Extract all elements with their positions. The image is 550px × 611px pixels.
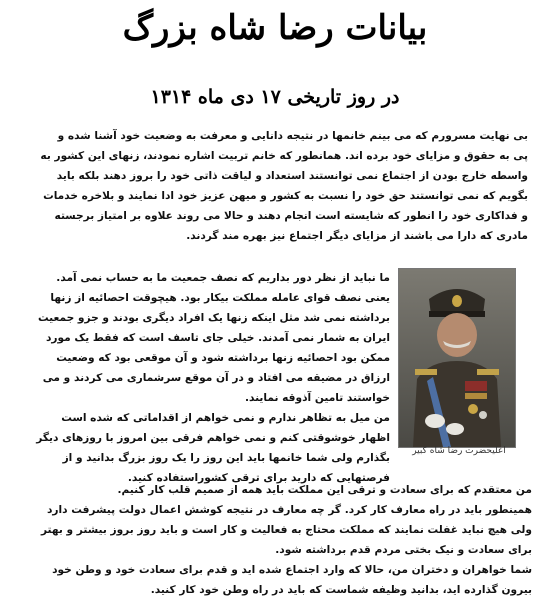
text-line: فرصتهایی که دارید برای ترقی کشوراستفاده کنید.	[127, 472, 390, 484]
paragraph-1	[30, 126, 528, 246]
paragraph-2	[30, 268, 390, 483]
text-line: بی نهایت مسرورم که می بینم خانمها در نتیجه دانایی و معرفت به وضعیت خود آشنا شده و	[57, 130, 528, 142]
text-line: بگویم که نمی توانستند حق خود را نسبت به کشور و میهن عزیز خود ادا نمایند و بلاخره خدمات	[43, 190, 528, 202]
text-line: بیرون گذارده اید، بدانید وظیفه شماست که باید در راه وطن خود کار کنید.	[150, 584, 532, 596]
text-line: ارزاق در مضیقه می افتاد و در آن موقع سرشماری می کردند و می	[42, 372, 390, 384]
text-line: یعنی نصف قوای عامله مملکت بیکار بود. هیچوقت احصائیه از زنها	[50, 292, 390, 304]
text-line: مادری که دارا می باشند از مزایای دیگر اجتماع نیز بهره مند گردند.	[186, 230, 528, 242]
page-title: بیانات رضا شاه بزرگ	[122, 8, 428, 48]
text-line: برداشته نمی شد مثل اینکه زنها یک افراد دیگری بودند و جزو جمعیت	[37, 312, 390, 324]
portrait-photo	[398, 268, 516, 448]
text-line: من میل به تظاهر ندارم و نمی خواهم از اقداماتی که شده است	[61, 412, 390, 424]
page-subtitle: در روز تاریخی ۱۷ دی ماه ۱۳۱۴	[150, 86, 400, 108]
portrait-image	[399, 269, 515, 447]
text-line: بگذارم ولی شما خانمها باید این روز را یک روز بزرگ بدانید و از	[62, 452, 390, 464]
paragraph-3	[30, 480, 532, 600]
text-line: و فداکاری خود را انطور که شایسته است انجام دهند و حالا می روند علاوه بر امتیاز برجسته	[54, 210, 528, 222]
text-line: ایران به شمار نمی آمدند. خیلی جای تاسف است که فقط یک مورد	[46, 332, 390, 344]
text-line: شما خواهران و دختران من، حالا که وارد اجتماع شده اید و قدم برای سعادت خود و وطن خود	[52, 564, 532, 576]
text-line: اظهار خوشوقتی کنم و نمی خواهم فرقی بین امروز با روزهای دیگر	[36, 432, 390, 444]
text-line: من معتقدم که برای سعادت و ترقی این مملکت باید همه از صمیم قلب کار کنیم.	[117, 484, 532, 496]
text-line: واسطه خارج بودن از اجتماع نمی توانستند استعداد و لیاقت ذاتی خود را بروز دهند بلکه باید	[56, 170, 528, 182]
text-line: ولی هیچ نباید غفلت نمایند که مملکت محتاج به فعالیت و کار است و باید روز بروز بیشتر و بهتر	[40, 524, 532, 536]
text-line: برای سعادت و نیک بختی مردم قدم برداشته شود.	[275, 544, 532, 556]
text-line: خواستند تامین آذوقه نمایند.	[244, 392, 390, 404]
text-line: همینطور باید در راه معارف کار کرد. گر چه معارف در نتیجه کوشش اعمال دولت پیشرفت دارد	[46, 504, 532, 516]
photo-caption: اعلیحضرت رضا شاه کبیر	[412, 446, 506, 456]
text-line: ما نباید از نظر دور بداریم که نصف جمعیت ما به حساب نمی آمد.	[56, 272, 390, 284]
text-line: پی به حقوق و مزایای خود برده اند. همانطور که خانم تربیت اشاره نمودند، زنهای این کشور به	[40, 150, 528, 162]
text-line: ممکن بود احصائیه زنها برداشته شود و آن موقعی بود که وضعیت	[56, 352, 390, 364]
